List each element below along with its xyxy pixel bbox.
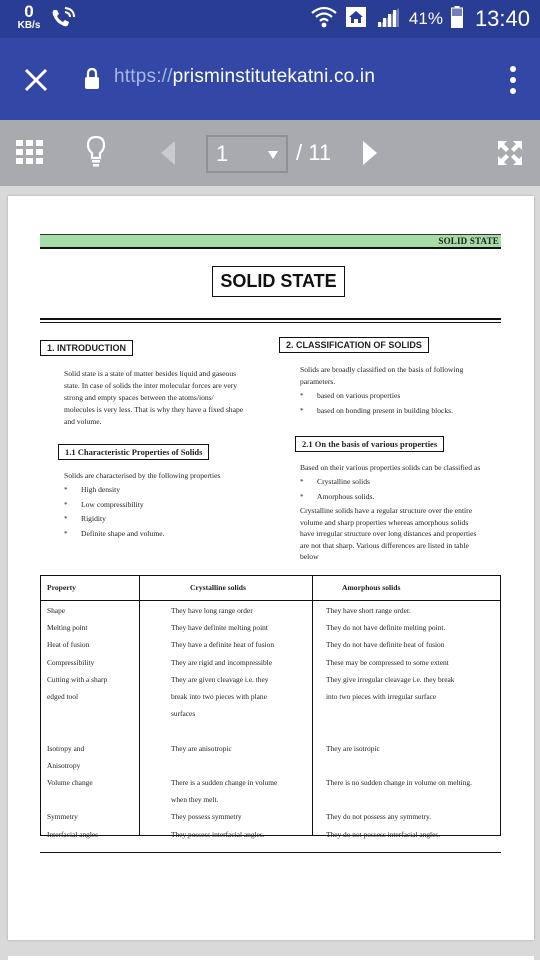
table-cell: They have short range order. <box>326 606 411 615</box>
table-cell: They give irregular cleavage i.e. they break <box>326 674 455 684</box>
table-cell: surfaces <box>171 709 196 719</box>
battery-percent: 41% <box>408 9 443 28</box>
divider <box>40 318 501 320</box>
table-cell: They possess symmetry <box>171 812 242 822</box>
basis-paragraph <box>300 505 501 563</box>
paragraph-line: Solids are broadly classified on the basis of following <box>300 365 464 374</box>
paragraph-line: are not that sharp. Various differences are listed in table <box>300 540 469 550</box>
battery-icon <box>451 6 463 33</box>
table-cell: They are rigid and incompressible <box>171 657 272 667</box>
subsection-heading-characteristics: 1.1 Characteristic Properties of Solids <box>58 444 209 460</box>
table-cell: They do not possess any symmetry. <box>326 812 432 822</box>
document-title: SOLID STATE <box>212 266 345 297</box>
chevron-down-icon <box>268 151 278 159</box>
table-cell: Symmetry <box>47 812 78 822</box>
table-cell: Shape <box>47 606 66 615</box>
paragraph-line: Solid state is a state of matter besides liquid and gaseous <box>64 369 237 378</box>
comparison-table <box>40 575 501 839</box>
status-bar <box>0 0 540 38</box>
list-item: * Crystalline solids <box>300 475 374 490</box>
page-number-select[interactable] <box>206 135 288 173</box>
url-text[interactable] <box>114 66 375 88</box>
menu-dot <box>510 88 516 94</box>
basis-list <box>300 475 374 504</box>
total-pages: / 11 <box>296 140 332 165</box>
table-cell: into two pieces with irregular surface <box>326 692 437 701</box>
menu-dot <box>510 66 516 72</box>
document-viewport[interactable] <box>0 186 540 960</box>
paragraph-line: have irregular structure over long distances and properties <box>300 529 477 539</box>
paragraph-line: below <box>300 552 319 562</box>
url-host: prisminstitutekatni.co.in <box>172 66 376 87</box>
table-cell: Anisotropy <box>47 760 81 770</box>
list-item: * Definite shape and volume. <box>64 527 165 542</box>
table-cell: They do not have definite heat of fusion <box>326 640 445 650</box>
network-speed-value: 0 <box>24 2 34 21</box>
table-cell: They do not have definite melting point. <box>326 623 446 633</box>
table-cell: They do not possess interfacial angles. <box>326 829 441 839</box>
paragraph-line: and volume. <box>64 417 102 426</box>
close-icon <box>24 68 48 92</box>
table-cell: Heat of fusion <box>47 640 90 650</box>
table-cell: Cutting with a sharp <box>47 674 108 684</box>
subsection-heading-basis: 2.1 On the basis of various properties <box>295 436 444 452</box>
table-header: Crystalline solids <box>190 583 246 592</box>
next-pdf-page <box>8 956 534 960</box>
introduction-paragraph <box>64 368 265 428</box>
table-cell: They are anisotropic <box>171 743 232 753</box>
paragraph-line: Crystalline solids have a regular structure over the entire <box>300 506 473 515</box>
table-header: Amorphous solids <box>342 583 401 592</box>
next-page-icon[interactable] <box>362 140 378 171</box>
list-item: * based on various properties <box>300 389 453 404</box>
table-cell: Interfacial angles <box>47 829 99 839</box>
close-tab-button[interactable] <box>20 64 52 96</box>
table-cell: They have a definite heat of fusion <box>171 640 275 650</box>
divider <box>40 322 501 323</box>
wifi-icon <box>311 6 337 33</box>
lightbulb-icon[interactable] <box>86 135 106 172</box>
menu-dot <box>510 77 516 83</box>
running-header <box>40 234 501 249</box>
clock: 13:40 <box>474 6 530 31</box>
table-cell: They have definite melting point <box>171 623 268 633</box>
table-cell: There is a sudden change in volume <box>171 778 278 787</box>
table-header: Property <box>47 583 76 592</box>
list-item: * Amorphous solids. <box>300 490 374 505</box>
table-cell: These may be compressed to some extent <box>326 657 449 667</box>
table-cell: They possess interfacial angles. <box>171 829 265 839</box>
list-item: * Low compressibility <box>64 498 165 513</box>
thumbnails-grid-icon[interactable] <box>16 140 44 169</box>
home-network-icon <box>345 6 367 33</box>
table-cell: They have long range order <box>171 606 253 615</box>
characteristics-list <box>64 483 165 541</box>
section-heading-classification: 2. CLASSIFICATION OF SOLIDS <box>279 337 429 353</box>
browser-url-bar <box>0 38 540 120</box>
paragraph-line: molecules is very less. That is why they have a fixed shape <box>64 405 244 414</box>
table-cell: Compressibility <box>47 657 95 667</box>
network-speed-unit: KB/s <box>17 20 41 31</box>
paragraph-line: parameters. <box>300 377 336 386</box>
url-scheme: https:// <box>114 66 173 87</box>
list-item: * High density <box>64 483 165 498</box>
section-heading-introduction: 1. INTRODUCTION <box>40 340 133 356</box>
table-cell: There is no sudden change in volume on melting. <box>326 778 472 787</box>
table-cell: They are isotropic <box>326 743 380 753</box>
table-cell: edged tool <box>47 692 78 701</box>
divider <box>40 852 501 853</box>
signal-icon <box>375 6 401 33</box>
table-divider <box>312 576 313 835</box>
current-page-number: 1 <box>216 141 229 166</box>
table-divider <box>41 600 500 601</box>
classification-paragraph <box>300 364 501 388</box>
running-header-text: SOLID STATE <box>438 236 499 246</box>
lock-icon <box>84 68 100 95</box>
table-cell: Volume change <box>47 778 93 787</box>
pdf-viewer-toolbar <box>0 120 540 186</box>
list-item: * based on bonding present in building blocks. <box>300 404 453 419</box>
characteristics-lead: Solids are characterised by the following properties <box>64 471 221 480</box>
network-speed <box>14 3 44 31</box>
table-cell: Isotropy and <box>47 743 85 753</box>
paragraph-line: state. In case of solids the inter molecular forces are very <box>64 381 238 390</box>
call-icon <box>50 6 76 35</box>
previous-page-icon[interactable] <box>160 140 176 171</box>
table-cell: break into two pieces with plane <box>171 692 267 701</box>
table-divider <box>139 576 140 835</box>
table-cell: Melting point <box>47 623 88 633</box>
more-options-button[interactable] <box>506 64 520 96</box>
list-item: * Rigidity <box>64 512 165 527</box>
pdf-page <box>8 196 534 940</box>
table-cell: when they melt. <box>171 795 219 805</box>
classification-list <box>300 389 453 418</box>
paragraph-line: volume and sharp properties whereas amorphous solids <box>300 517 469 527</box>
table-cell: They are given cleavage i.e. they <box>171 674 269 684</box>
paragraph-line: strong and empty spaces between the atoms/ions/ <box>64 393 214 402</box>
basis-lead: Based on their various properties solids can be classified as <box>300 463 481 472</box>
fullscreen-icon[interactable] <box>497 140 523 171</box>
